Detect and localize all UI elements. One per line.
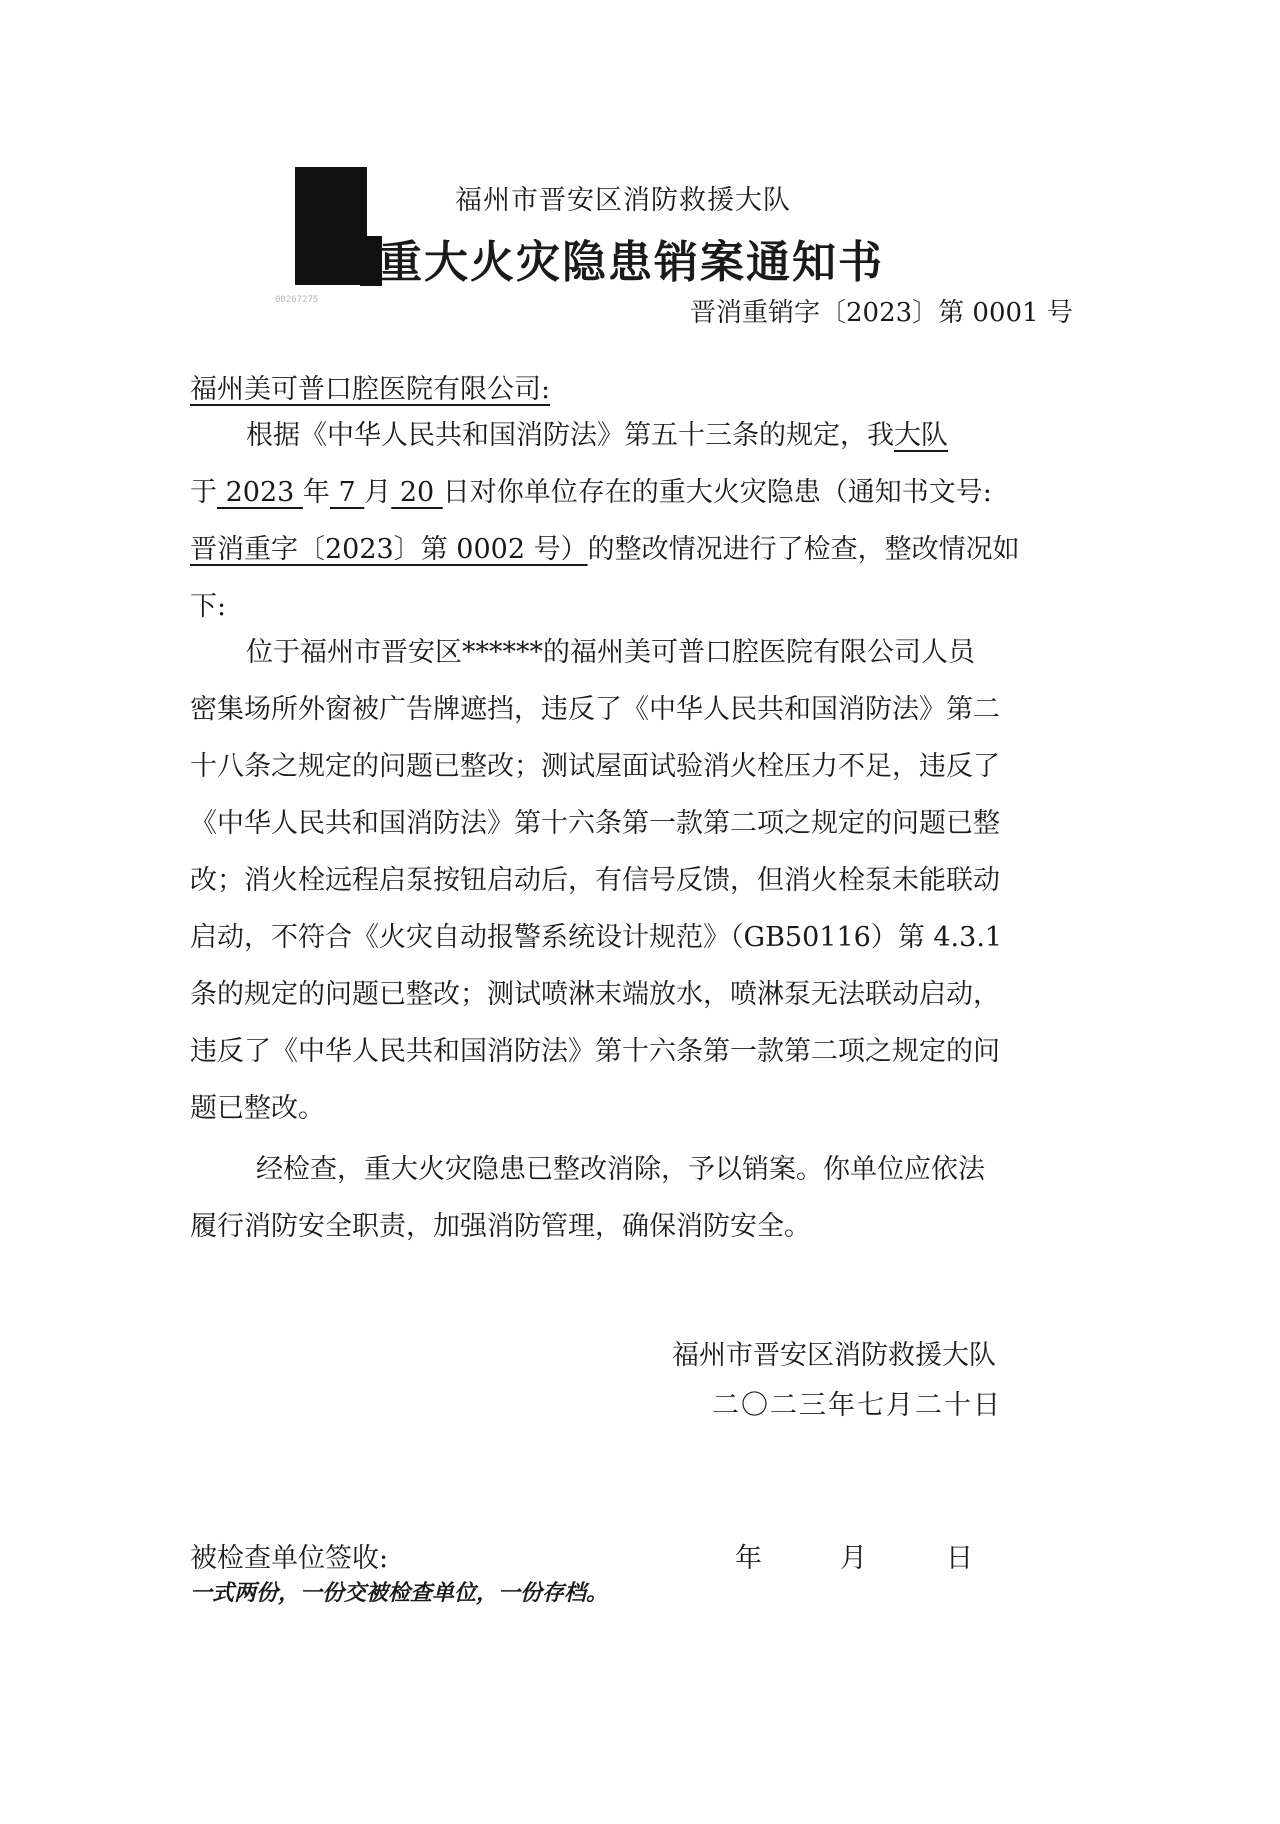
receipt-day: 日 [946,1543,973,1574]
para2-line: 改；消火栓远程启泵按钮启动后，有信号反馈，但消火栓泵未能联动 [190,865,1000,896]
para2-line: 启动，不符合《火灾自动报警系统设计规范》（GB50116）第 4.3.1 [190,922,1003,953]
signature-date: 二〇二三年七月二十日 [712,1390,1002,1421]
paragraph-1 [190,407,1085,635]
copies-note: 一式两份，一份交被检查单位，一份存档。 [190,1580,609,1606]
para2-line: 题已整改。 [190,1093,325,1124]
receipt-year: 年 [735,1543,762,1574]
para1-line-2: 于 2023 年 7 月 20 日对你单位存在的重大火灾隐患（通知书文号: [190,477,992,508]
header-agency: 福州市晋安区消防救援大队 [455,185,791,216]
para3-line: 经检查，重大火灾隐患已整改消除，予以销案。你单位应依法 [256,1154,985,1185]
addressee: 福州美可普口腔医院有限公司: [190,374,551,405]
para2-line: 《中华人民共和国消防法》第十六条第一款第二项之规定的问题已整 [190,808,1000,839]
para2-line: 违反了《中华人民共和国消防法》第十六条第一款第二项之规定的问 [190,1036,1000,1067]
paragraph-2 [190,624,1085,1137]
page-title: 重大火灾隐患销案通知书 [378,237,884,288]
para3-line: 履行消防安全职责，加强消防管理，确保消防安全。 [190,1211,811,1242]
signature-agency: 福州市晋安区消防救援大队 [672,1340,996,1371]
para2-line: 密集场所外窗被广告牌遮挡，违反了《中华人民共和国消防法》第二 [190,694,1000,725]
doc-number: 晋消重销字〔2023〕第 0001 号 [690,298,1073,328]
redaction-block [295,167,367,285]
para2-line: 十八条之规定的问题已整改；测试屋面试验消火栓压力不足，违反了 [190,751,1000,782]
para1-line-4: 下: [190,591,227,622]
paragraph-3 [190,1141,1085,1255]
receipt-month: 月 [840,1543,867,1574]
receipt-label: 被检查单位签收: [190,1543,389,1574]
para1-line-1: 根据《中华人民共和国消防法》第五十三条的规定，我大队 [246,420,948,451]
para1-line-3: 晋消重字〔2023〕第 0002 号）的整改情况进行了检查，整改情况如 [190,534,1020,565]
para2-line: 条的规定的问题已整改；测试喷淋末端放水，喷淋泵无法联动启动， [190,979,1000,1010]
para2-line: 位于福州市晋安区******的福州美可普口腔医院有限公司人员 [246,637,975,668]
faint-code: 00267275 [275,295,319,305]
